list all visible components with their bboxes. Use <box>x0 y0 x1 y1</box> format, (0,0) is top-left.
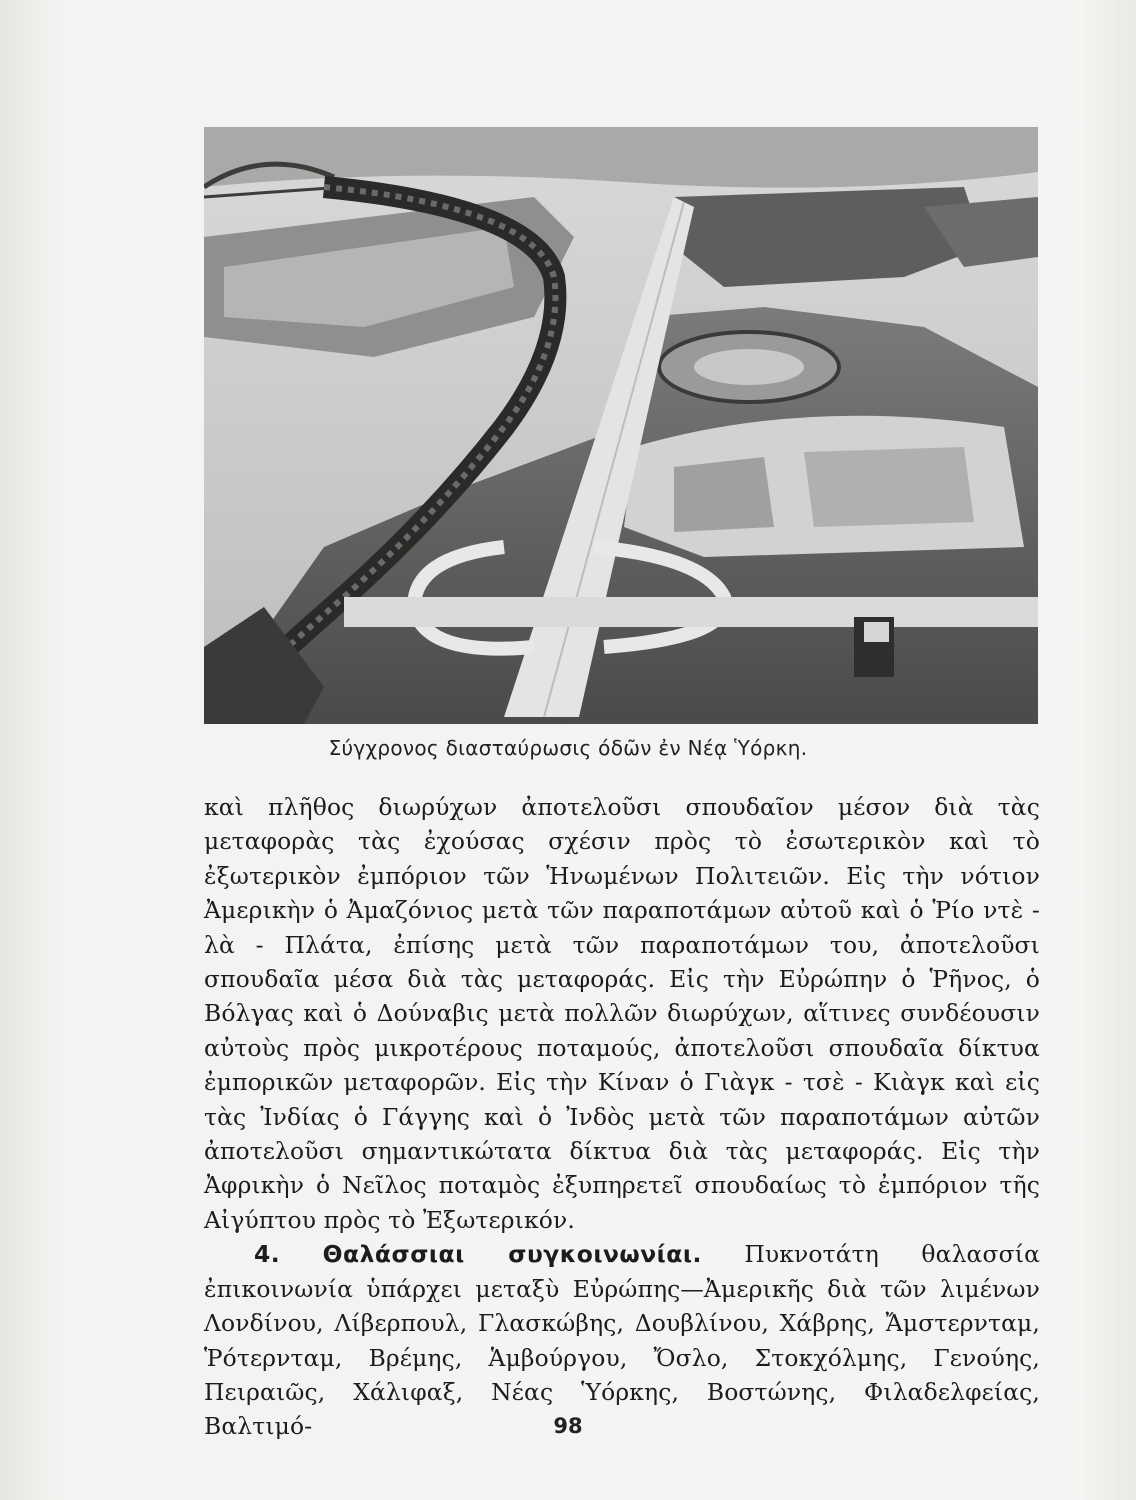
section-title: Θαλάσσιαι συγκοινωνίαι. <box>322 1240 702 1269</box>
figure-caption: Σύγχρονος διασταύρωσις όδῶν ἐν Νέᾳ Ὑόρκη. <box>328 736 808 760</box>
paragraph-1: καὶ πλῆθος διωρύχων ἀποτελοῦσι σπουδαῖον μέσον διὰ τὰς μεταφορὰς τὰς ἐχούσας σχέσιν πρὸς τὸ ἐσωτερικὸν καὶ τὸ ἐξωτερικὸν ἐμπόριον τῶν Ἡνωμένων Πολιτειῶν. Εἰς τὴν νότιον Ἀμερικὴν ὁ Ἀμαζόνιος μετὰ τῶν παραποτάμων αὐτοῦ καὶ ὁ Ῥίο ντὲ - λὰ - Πλάτα, ἐπίσης μετὰ τῶν παραποτάμων του, ἀποτελοῦσι σπουδαῖα μέσα διὰ τὰς μεταφοράς. Εἰς τὴν Εὐρώπην ὁ Ῥῆνος, ὁ Βόλγας καὶ ὁ Δούναβις μετὰ πολλῶν διωρύχων, αἵτινες συνδέουσιν αὐτοὺς πρὸς μικροτέρους ποταμούς, ἀποτελοῦσι σπουδαῖα δίκτυα ἐμπορικῶν μεταφορῶν. Εἰς τὴν Κίναν ὁ Γιὰγκ - τσὲ - Κιὰγκ καὶ εἰς τὰς Ἰνδίας ὁ Γάγγης καὶ ὁ Ἰνδὸς μετὰ τῶν παραποτάμων αὐτῶν ἀποτελοῦσι σημαντικώτατα δίκτυα διὰ τὰς μεταφοράς. Εἰς τὴν Ἀφρικὴν ὁ Νεῖλος ποταμὸς ἐξυπηρετεῖ σπουδαίως τὸ ἐμπόριον τῆς Αἰγύπτου πρὸς τὸ Ἐξωτερικόν. <box>204 793 1040 1234</box>
section-paragraph <box>204 1237 1040 1443</box>
section-number: 4. <box>254 1240 281 1269</box>
section-text: Πυκνοτάτη θαλασσία ἐπικοινωνία ὑπάρχει μεταξὺ Εὐρώπης—Ἀμερικῆς διὰ τῶν λιμένων Λονδίνου, Λίβερπουλ, Γλασκώβης, Δουβλίνου, Χάβρης, Ἄμστερνταμ, Ῥότερνταμ, Βρέμης, Ἁμβούργου, Ὄσλο, Στοκχόλμης, Γενούης, Πειραιῶς, Χάλιφαξ, Νέας Ὑόρκης, Βοστώνης, Φιλαδελφείας, Βαλτιμό- <box>204 1240 1041 1441</box>
aerial-photo <box>204 127 1038 724</box>
aerial-photo-illustration <box>204 127 1038 724</box>
page-number: 98 <box>553 1414 583 1438</box>
body-text <box>204 790 1040 1444</box>
